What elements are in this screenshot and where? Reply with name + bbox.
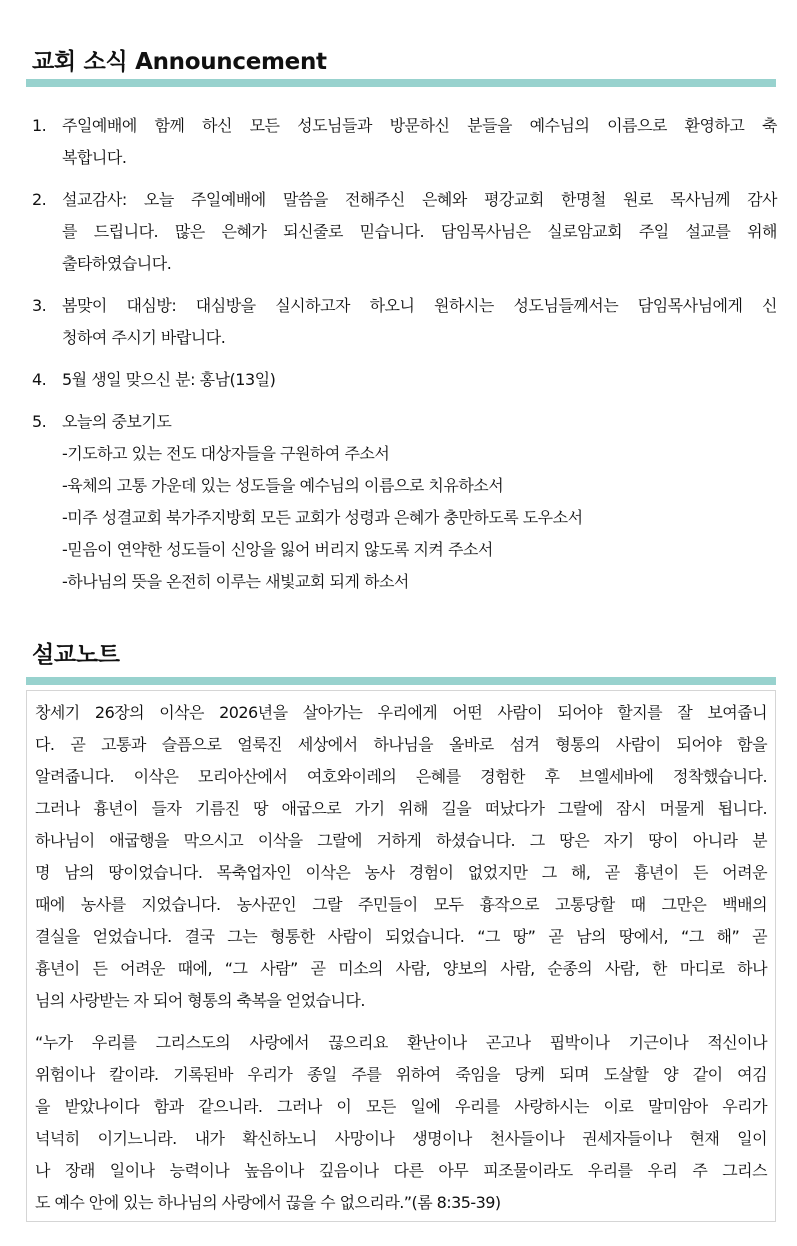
- announcement-rule: [26, 79, 776, 87]
- announcement-item-5: [32, 406, 777, 598]
- announcement-title: 교회 소식 Announcement: [32, 49, 327, 75]
- announcement-item-1: [32, 110, 777, 174]
- item-line: 주일예배에 함께 하신 모든 성도님들과 방문하신 분들을 예수님의 이름으로 환영하고 축: [62, 116, 777, 135]
- announcement-item-2: [32, 184, 777, 280]
- item-line: 출타하였습니다.: [62, 254, 172, 273]
- item-line: 복합니다.: [62, 148, 127, 167]
- sermon-note-box: [26, 690, 776, 1222]
- sermon-line: “누가 우리를 그리스도의 사랑에서 끊으리요 환난이나 곤고나 핍박이나 기근이나 적신이나: [35, 1033, 767, 1052]
- item-line: 오늘의 중보기도: [62, 412, 172, 431]
- sermon-line: 흉년이 든 어려운 때에, “그 사람” 곧 미소의 사람, 양보의 사람, 순종의 사람, 한 마디로 하나: [35, 959, 767, 978]
- sermon-title: 설교노트: [32, 642, 120, 668]
- sermon-paragraph-2: [35, 1027, 767, 1219]
- sermon-line: 도 예수 안에 있는 하나님의 사랑에서 끊을 수 없으리라.”(롬 8:35-39): [35, 1193, 501, 1212]
- item-line: 봄맞이 대심방: 대심방을 실시하고자 하오니 원하시는 성도님들께서는 담임목사님에게 신: [62, 296, 777, 315]
- sermon-line: 다. 곧 고통과 슬픔으로 얼룩진 세상에서 하나님을 올바로 섬겨 형통의 사람이 되어야 함을: [35, 735, 767, 754]
- sermon-rule: [26, 677, 776, 685]
- prayer-line: -하나님의 뜻을 온전히 이루는 새빛교회 되게 하소서: [62, 572, 409, 591]
- item-line: 5월 생일 맞으신 분: 홍남(13일): [62, 370, 276, 389]
- sermon-line: 창세기 26장의 이삭은 2026년을 살아가는 우리에게 어떤 사람이 되어야 할지를 잘 보여줍니: [35, 703, 767, 722]
- item-line: 를 드립니다. 많은 은혜가 되신줄로 믿습니다. 담임목사님은 실로암교회 주일 설교를 위해: [62, 222, 777, 241]
- sermon-line: 결실을 얻었습니다. 결국 그는 형통한 사람이 되었습니다. “그 땅” 곧 남의 땅에서, “그 해” 곧: [35, 927, 767, 946]
- sermon-line: 명 남의 땅이었습니다. 목축업자인 이삭은 농사 경험이 없었지만 그 해, 곧 흉년이 든 어려운: [35, 863, 767, 882]
- sermon-line: 하나님이 애굽행을 막으시고 이삭을 그랄에 거하게 하셨습니다. 그 땅은 자기 땅이 아니라 분: [35, 831, 767, 850]
- prayer-line: -기도하고 있는 전도 대상자들을 구원하여 주소서: [62, 444, 390, 463]
- prayer-line: -육체의 고통 가운데 있는 성도들을 예수님의 이름으로 치유하소서: [62, 476, 504, 495]
- item-line: 설교감사: 오늘 주일예배에 말씀을 전해주신 은혜와 평강교회 한명철 원로 목사님께 감사: [62, 190, 777, 209]
- sermon-line: 알려줍니다. 이삭은 모리아산에서 여호와이레의 은혜를 경험한 후 브엘세바에 정착했습니다.: [35, 767, 767, 786]
- sermon-line: 나 장래 일이나 능력이나 높음이나 깊음이나 다른 아무 피조물이라도 우리를 우리 주 그리스: [35, 1161, 767, 1180]
- sermon-line: 넉넉히 이기느니라. 내가 확신하노니 사망이나 생명이나 천사들이나 권세자들이나 현재 일이: [35, 1129, 767, 1148]
- item-number: 5.: [32, 412, 47, 431]
- sermon-paragraph-1: [35, 697, 767, 1017]
- sermon-line: 님의 사랑받는 자 되어 형통의 축복을 얻었습니다.: [35, 991, 365, 1010]
- announcement-item-4: [32, 364, 777, 396]
- item-line: 청하여 주시기 바랍니다.: [62, 328, 226, 347]
- item-number: 2.: [32, 190, 47, 209]
- announcement-item-3: [32, 290, 777, 354]
- item-number: 3.: [32, 296, 47, 315]
- prayer-line: -믿음이 연약한 성도들이 신앙을 잃어 버리지 않도록 지켜 주소서: [62, 540, 493, 559]
- sermon-line: 그러나 흉년이 들자 기름진 땅 애굽으로 가기 위해 길을 떠났다가 그랄에 잠시 머물게 됩니다.: [35, 799, 767, 818]
- item-number: 1.: [32, 116, 47, 135]
- item-number: 4.: [32, 370, 47, 389]
- sermon-line: 때에 농사를 지었습니다. 농사꾼인 그랄 주민들이 모두 흉작으로 고통당할 때 그만은 백배의: [35, 895, 767, 914]
- sermon-line: 위험이나 칼이랴. 기록된바 우리가 종일 주를 위하여 죽임을 당케 되며 도살할 양 같이 여김: [35, 1065, 767, 1084]
- announcement-list: [32, 110, 777, 608]
- sermon-line: 을 받았나이다 함과 같으니라. 그러나 이 모든 일에 우리를 사랑하시는 이로 말미암아 우리가: [35, 1097, 767, 1116]
- prayer-line: -미주 성결교회 북가주지방회 모든 교회가 성령과 은혜가 충만하도록 도우소서: [62, 508, 583, 527]
